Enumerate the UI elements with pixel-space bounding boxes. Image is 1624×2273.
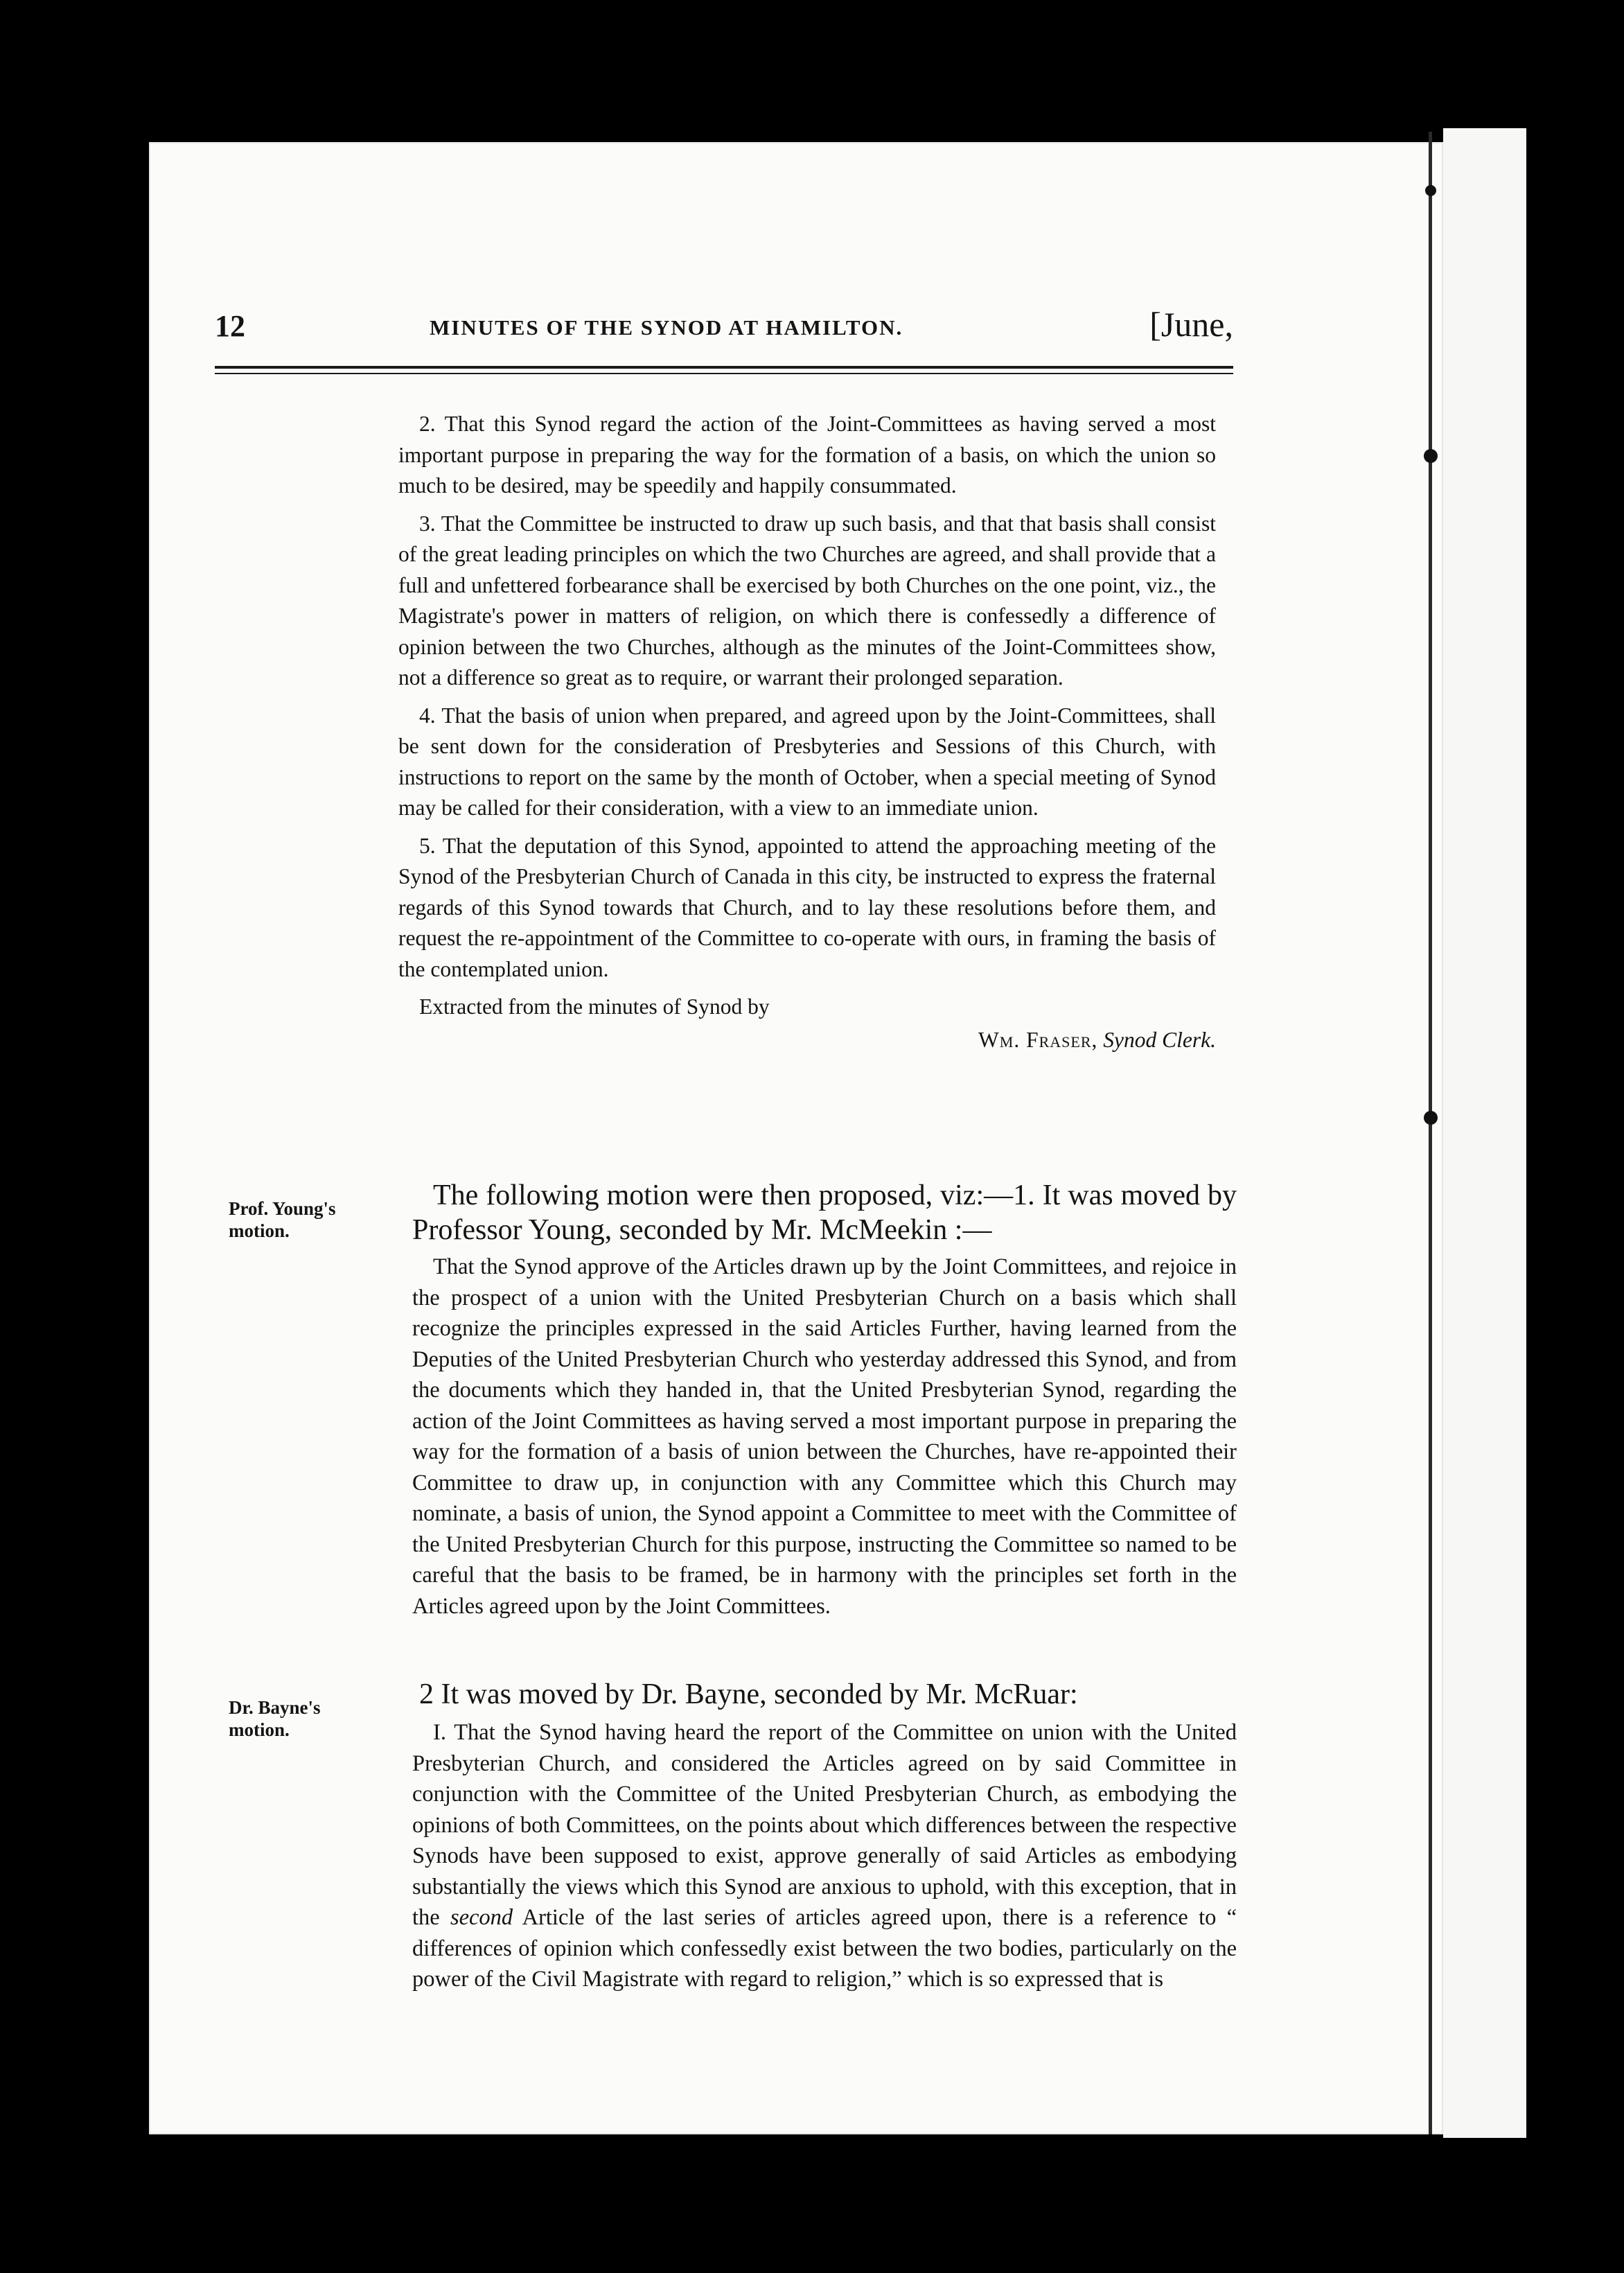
resolution-4: 4. That the basis of union when prepared, and agreed upon by the Joint-Committees, shall be sent down for the consideration of Presbyteries and Sessions of this Church, with instructions to report on the same by the month of October, when a special meeting of Synod may be called for their consideration, with a view to an immediate union. [398, 703, 1216, 820]
young-motion-lead: The following motion were then proposed, viz:—1. It was moved by Professor Young, seconded by Mr. McMeekin :— [412, 1179, 1237, 1246]
bayne-body-emphasis: second [450, 1905, 513, 1930]
binding-hole [1425, 185, 1436, 196]
margin-note-bayne: Dr. Bayne's motion. [229, 1697, 321, 1740]
bayne-motion-body [412, 1717, 1237, 1995]
page-header [215, 305, 1233, 350]
resolution-3: 3. That the Committee be instructed to draw up such basis, and that that basis shall consist of the great leading principles on which the two Churches are agreed, and shall provide that a full and unfettered forbearance shall be exercised by both Churches on the one point, viz., the Magistrate's power in matters of religion, on which there is confessedly a difference of opinion between the two Churches, although as the minutes of the Joint-Committees show, not a difference so great as to require, or warrant their prolonged separation. [398, 511, 1216, 690]
page-fold-line [1429, 132, 1432, 2134]
running-title: MINUTES OF THE SYNOD AT HAMILTON. [430, 315, 903, 340]
young-motion [412, 1178, 1237, 1624]
resolution-5: 5. That the deputation of this Synod, appointed to attend the approaching meeting of the Synod of the Presbyterian Church of Canada in this city, be instructed to express the fraternal regards of this Synod towards that Church, and to lay these resolutions before them, and request the re-appointment of the Committee to co-operate with ours, in framing the basis of the contemplated union. [398, 833, 1216, 981]
margin-note-young: Prof. Young's motion. [229, 1198, 336, 1241]
clerk-title: Synod Clerk. [1103, 1028, 1216, 1052]
binding-hole [1424, 1111, 1438, 1125]
clerk-name: Wm. Fraser, [978, 1028, 1098, 1052]
page-number: 12 [215, 309, 245, 343]
clerk-signature [398, 1025, 1216, 1055]
header-rule-thick [215, 366, 1233, 369]
binding-hole [1424, 449, 1438, 463]
bayne-motion [412, 1677, 1237, 1998]
bayne-body-after: Article of the last series of articles agreed upon, there is a reference to “ differences of opinion which confessedly exist between the two bodies, particularly on the power of the Civil Magistrate with regard to religion,” which is so expressed that is [412, 1905, 1237, 1992]
resolution-2: 2. That this Synod regard the action of the Joint-Committees as having served a most important purpose in preparing the way for the formation of a basis, on which the union so much to be desired, may be speedily and happily consummated. [398, 412, 1216, 498]
synod-resolutions [398, 409, 1216, 1055]
young-motion-body: That the Synod approve of the Articles drawn up by the Joint Committees, and rejoice in the prospect of a union with the United Presbyterian Church on a basis which shall recognize the principles expressed in the said Articles Further, having learned from the Deputies of the United Presbyterian Church who yesterday addressed this Synod, and from the documents which they handed in, that the United Presbyterian Synod, regarding the action of the Joint Committees as having served a most important purpose in preparing the way for the formation of a basis of union between the Churches, have re-appointed their Committee to draw up, in conjunction with any Committee which this Church may nominate, a basis of union, the Synod appoint a Committee to meet with the Committee of the United Presbyterian Church for this purpose, instructing the Committee so named to be careful that the basis to be framed, be in harmony with the principles set forth in the Articles agreed upon by the Joint Committees. [412, 1254, 1237, 1619]
bayne-body-before: I. That the Synod having heard the report of the Committee on union with the United Presbyterian Church, and considered the Articles agreed on by said Committee in conjunction with the Committee of the United Presbyterian Church, as embodying the opinions of both Committees, on the points about which differences between the respective Synods have been supposed to exist, approve generally of said Articles as embodying substantially the views which this Synod are anxious to uphold, with this exception, that in the [412, 1720, 1237, 1930]
extract-line: Extracted from the minutes of Synod by [419, 994, 770, 1019]
header-rule-thin [215, 373, 1233, 374]
facing-page-edge [1443, 128, 1526, 2138]
bayne-motion-lead: 2 It was moved by Dr. Bayne, seconded by Mr. McRuar: [419, 1678, 1078, 1710]
header-month: [June, [1149, 305, 1233, 344]
